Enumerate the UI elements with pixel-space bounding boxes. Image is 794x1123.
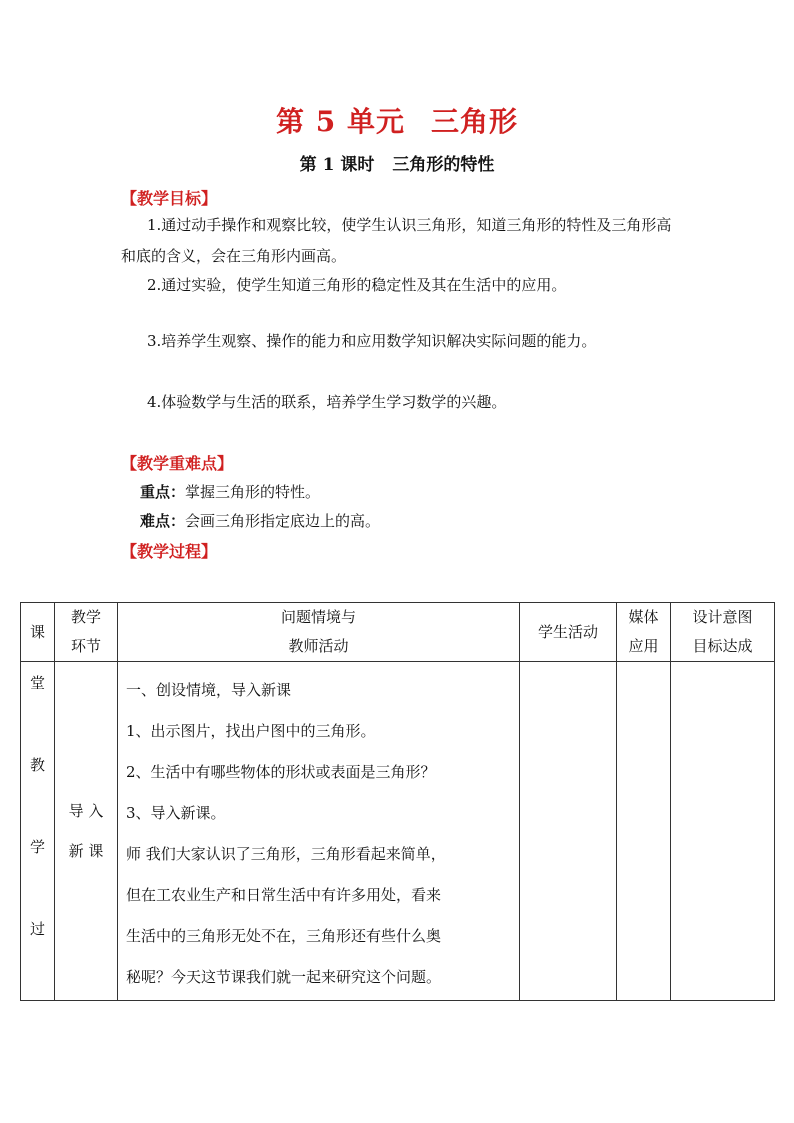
content-line: 但在工农业生产和日常生活中有许多用处，看来 (126, 886, 442, 904)
focus-label: 重点： (140, 483, 186, 501)
media-cell (617, 662, 671, 1001)
difficulty-text: 会画三角形指定底边上的高。 (185, 512, 381, 530)
header-media: 媒体 应用 (617, 603, 671, 662)
objectives-heading: 【教学目标】 (121, 189, 218, 208)
header-student-activity: 学生活动 (520, 603, 617, 662)
stage-cell: 导 入 新 课 (55, 662, 118, 1001)
content-line: 秘呢？今天这节课我们就一起来研究这个问题。 (126, 968, 442, 986)
objective-2: 2.通过实验，使学生知道三角形的稳定性及其在生活中的应用。 (147, 276, 567, 294)
objective-1: 1.通过动手操作和观察比较，使学生认识三角形，知道三角形的特性及三角形高和底的含义，会在三角形内画高。 (121, 216, 672, 265)
key-points-heading: 【教学重难点】 (121, 454, 234, 473)
content-line: 1、出示图片，找出户图中的三角形。 (126, 722, 376, 740)
table-header-row (21, 603, 775, 662)
process-table (20, 602, 775, 1001)
header-course: 课 (21, 603, 55, 662)
content-line: 3、导入新课。 (126, 804, 226, 822)
unit-number: 第 5 单元 (276, 105, 405, 138)
lesson-title (0, 150, 794, 175)
objective-4: 4.体验数学与生活的联系，培养学生学习数学的兴趣。 (147, 393, 507, 411)
objective-3: 3.培养学生观察、操作的能力和应用数学知识解决实际问题的能力。 (147, 332, 597, 350)
lesson-topic: 三角形的特性 (392, 155, 495, 175)
vertical-label-cell: 堂 教 学 过 (21, 662, 55, 1001)
table-row (21, 662, 775, 1001)
content-line: 师 我们大家认识了三角形，三角形看起来简单， (126, 845, 446, 863)
student-activity-cell (520, 662, 617, 1001)
focus-line (140, 481, 320, 502)
content-line: 2、生活中有哪些物体的形状或表面是三角形？ (126, 763, 436, 781)
design-intent-cell (671, 662, 775, 1001)
unit-topic: 三角形 (430, 105, 518, 138)
teacher-activity-cell (118, 662, 520, 1001)
difficulty-label: 难点： (140, 512, 186, 530)
header-design-intent: 设计意图 目标达成 (671, 603, 775, 662)
lesson-number: 第 1 课时 (299, 155, 375, 175)
focus-text: 掌握三角形的特性。 (185, 483, 321, 501)
difficulty-line (140, 510, 380, 531)
unit-title (0, 100, 794, 140)
content-line: 一、创设情境，导入新课 (126, 681, 292, 699)
process-heading: 【教学过程】 (121, 542, 218, 561)
header-stage: 教学 环节 (55, 603, 118, 662)
content-line: 生活中的三角形无处不在，三角形还有些什么奥 (126, 927, 442, 945)
header-teacher-activity: 问题情境与 教师活动 (118, 603, 520, 662)
